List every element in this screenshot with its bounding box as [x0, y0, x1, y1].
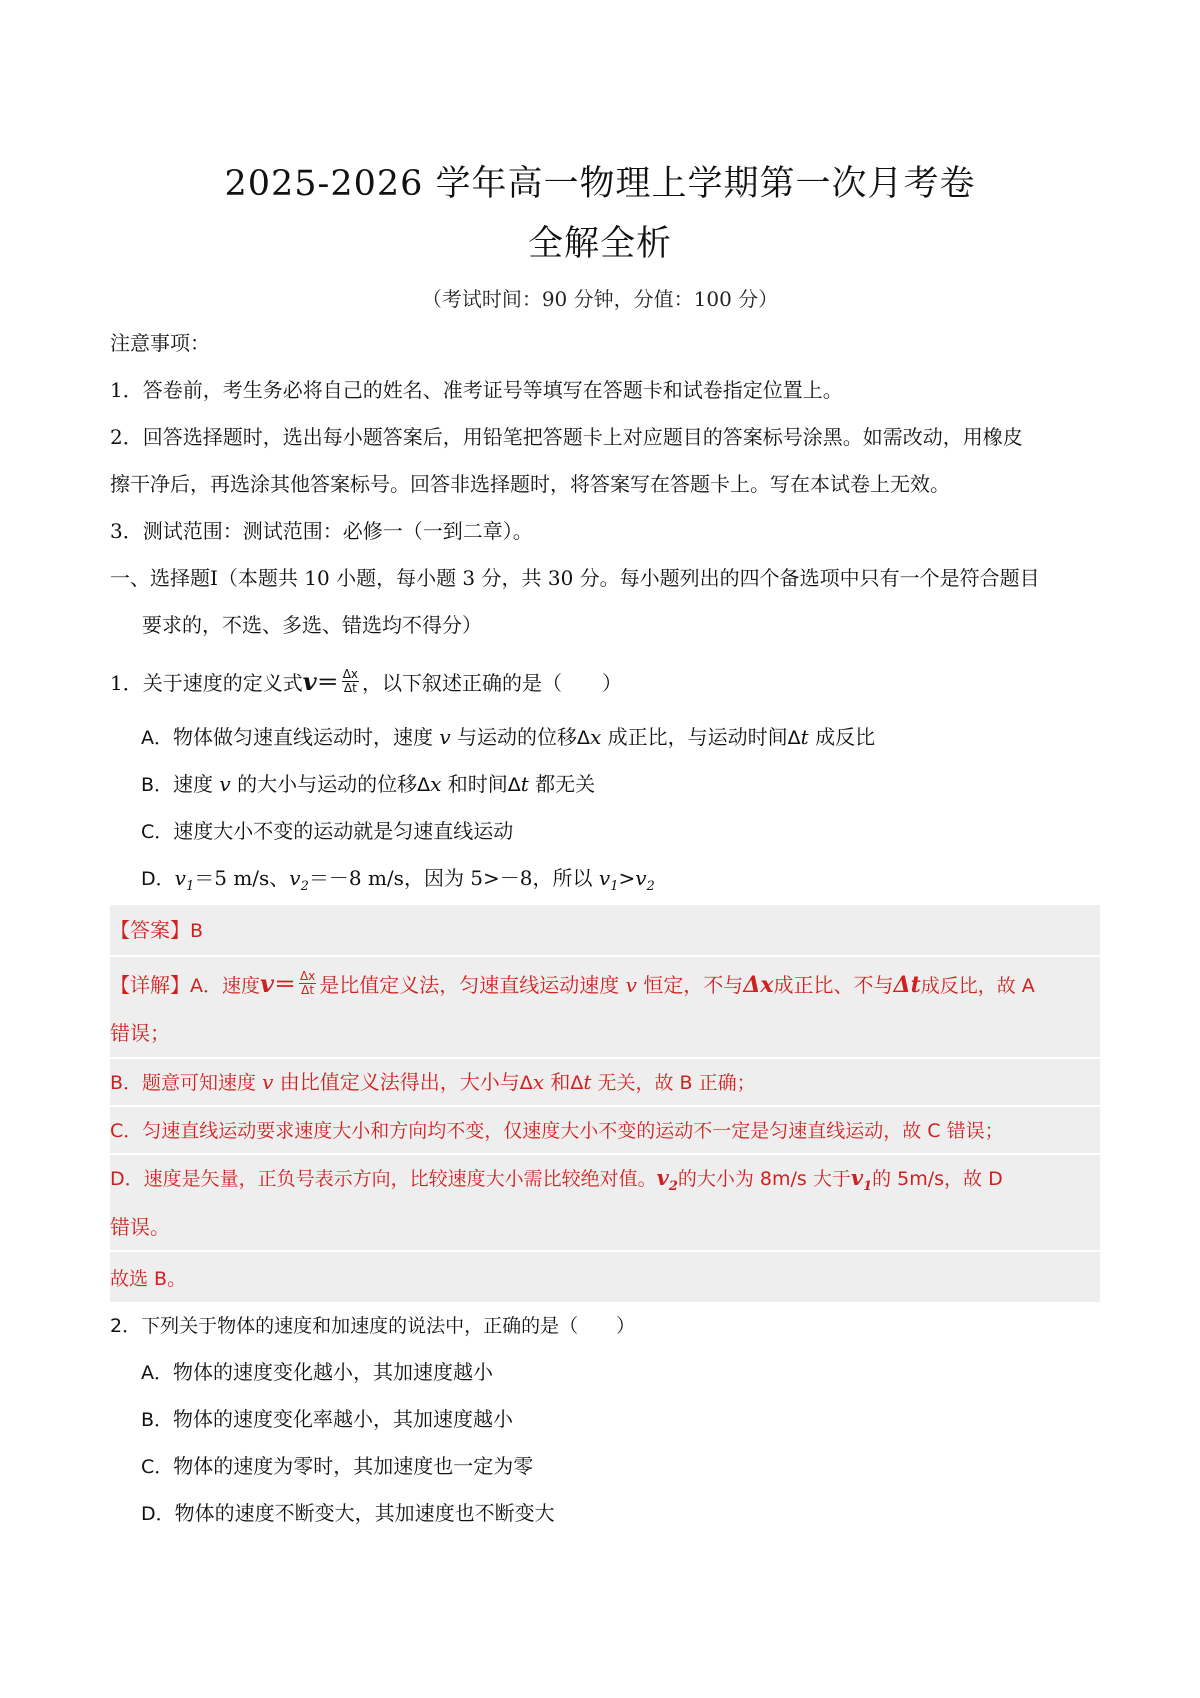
subscript: 2: [646, 879, 655, 894]
option-text: 物体的速度为零时，其加速度也一定为零: [173, 1454, 534, 1478]
formula-eq: ＝: [273, 972, 296, 998]
option-label: A．: [141, 1362, 173, 1384]
divider: [110, 1153, 1100, 1155]
divider: [110, 1105, 1100, 1107]
var-v1: v: [598, 866, 611, 890]
detail-text: B．题意可知速度: [110, 1072, 263, 1094]
divider: [110, 1057, 1100, 1059]
option-text: 速度: [173, 772, 220, 796]
detail-label: 【详解】: [110, 973, 190, 997]
option-text: 速度大小不变的运动就是匀速直线运动: [173, 819, 514, 843]
var-x: x: [590, 725, 602, 749]
delta-symbol: Δ: [570, 1072, 584, 1094]
var-t: t: [520, 772, 529, 796]
detail-text: 无关，故 B 正确；: [591, 1072, 756, 1094]
var-v: v: [656, 1165, 669, 1190]
formula-fraction: [299, 970, 316, 997]
question-2-stem: [110, 1310, 1100, 1341]
question-1-prefix: 1．关于速度的定义式: [110, 671, 303, 695]
option-label: A．: [141, 727, 173, 749]
option-text: ＝－8 m/s，因为 5>－8，所以: [308, 866, 599, 890]
var-v1: v: [174, 866, 186, 890]
formula-numerator: Δx: [342, 667, 359, 681]
var-v2: v: [635, 866, 647, 890]
answer-label: 【答案】: [110, 918, 190, 942]
option-label: D．: [141, 868, 175, 890]
option-text: 成正比，与运动时间: [601, 725, 788, 749]
formula-numerator: Δx: [299, 969, 316, 983]
question-1-stem: [110, 667, 1100, 698]
answer-explanation-box: [110, 905, 1100, 1302]
delta-symbol: Δ: [519, 1072, 533, 1094]
var-t: t: [800, 725, 809, 749]
formula-denominator: Δt: [301, 983, 315, 997]
var-v: v: [625, 973, 637, 997]
option-label: B．: [141, 774, 174, 796]
notice-item-1: 1．答卷前，考生务必将自己的姓名、准考证号等填写在答题卡和试卷指定位置上。: [110, 378, 843, 402]
answer-line: [110, 915, 1100, 946]
detail-text: D．速度是矢量，正负号表示方向，比较速度大小需比较绝对值。: [110, 1168, 657, 1190]
delta-symbol: Δ: [507, 774, 521, 796]
q1-option-c: [141, 816, 1131, 847]
conclusion: [110, 1263, 1100, 1294]
notice-heading: 注意事项：: [110, 331, 210, 355]
option-text: 物体做匀速直线运动时，速度: [173, 725, 440, 749]
delta-symbol: Δ: [417, 774, 431, 796]
var-v: v: [219, 772, 231, 796]
var-t: t: [583, 1070, 592, 1094]
answer-value: B: [190, 920, 204, 942]
option-text: 物体的速度变化越小，其加速度越小: [173, 1360, 493, 1384]
detail-text: 的大小为 8m/s 大于: [677, 1168, 851, 1190]
q2-option-a: [141, 1357, 1131, 1388]
formula-v: v: [260, 969, 274, 998]
exam-info: （考试时间：90 分钟，分值：100 分）: [421, 287, 779, 311]
q1-option-d: [141, 863, 1131, 902]
question-1-suffix: ，以下叙述正确的是（ ）: [362, 671, 623, 695]
option-label: C．: [141, 821, 174, 843]
detail-text: 恒定，不与: [636, 973, 744, 997]
q1-option-b: [141, 769, 1131, 800]
formula-fraction: [342, 668, 359, 695]
option-label: D．: [141, 1503, 175, 1525]
detail-text: 成反比，故 A: [920, 975, 1035, 997]
q2-option-d: [141, 1498, 1131, 1529]
detail-c: [110, 1115, 1100, 1146]
option-label: B．: [141, 1409, 174, 1431]
detail-d-line1: [110, 1163, 1100, 1202]
option-text: 和时间: [441, 772, 508, 796]
detail-text: A．速度: [190, 975, 260, 997]
var-v2: [656, 1165, 678, 1195]
detail-d-line2: 错误。: [110, 1215, 170, 1239]
option-text: 与运动的位移: [450, 725, 578, 749]
detail-a-line1: [110, 969, 1100, 1001]
section-heading-line1: 一、选择题Ⅰ（本题共 10 小题，每小题 3 分，共 30 分。每小题列出的四个备选项中只有一个是符合题目: [110, 566, 1040, 590]
q1-option-a: [141, 722, 1131, 753]
option-text: 物体的速度不断变大，其加速度也不断变大: [174, 1501, 555, 1525]
var-v2: v: [289, 866, 301, 890]
detail-text: 和: [544, 1070, 571, 1094]
formula-denominator: Δt: [343, 681, 357, 695]
notice-item-2-line2: 擦干净后，再选涂其他答案标号。回答非选择题时，将答案写在答题卡上。写在本试卷上无效。: [110, 472, 950, 496]
notice-item-2-line1: 2．回答选择题时，选出每小题答案后，用铅笔把答题卡上对应题目的答案标号涂黑。如需改动，用橡皮: [110, 425, 1023, 449]
q2-option-b: [141, 1404, 1131, 1435]
notice-item-3: 3．测试范围：测试范围：必修一（一到二章）。: [110, 519, 533, 543]
detail-a-line2: 错误；: [110, 1021, 170, 1045]
detail-text: 的 5m/s，故 D: [872, 1168, 1003, 1190]
option-text: ＝5 m/s、: [194, 866, 290, 890]
detail-text: C．匀速直线运动要求速度大小和方向均不变，仅速度大小不变的运动不一定是匀速直线运动，故 C 错误；: [110, 1120, 1004, 1142]
option-text: 物体的速度变化率越小，其加速度越小: [173, 1407, 514, 1431]
page-title: 2025-2026 学年高一物理上学期第一次月考卷: [224, 164, 976, 204]
conclusion-text: 故选 B。: [110, 1268, 187, 1290]
option-text: 都无关: [528, 772, 596, 796]
page-subtitle-heading: 全解全析: [527, 224, 672, 264]
section-heading-line2: 要求的，不选、多选、错选均不得分）: [142, 613, 482, 637]
subscript: 1: [863, 1179, 873, 1195]
divider: [110, 1250, 1100, 1252]
delta-t: Δt: [893, 972, 921, 998]
var-v: v: [850, 1165, 864, 1190]
subscript: 1: [185, 879, 195, 894]
subscript: 2: [300, 879, 309, 894]
var-x: x: [532, 1070, 545, 1094]
divider: [110, 955, 1100, 957]
subscript: 1: [610, 879, 619, 894]
var-v1: [850, 1165, 873, 1195]
detail-text: 是比值定义法，匀速直线运动速度: [319, 973, 626, 997]
detail-text: 成正比、不与: [773, 973, 894, 997]
delta-x: Δx: [743, 972, 774, 998]
delta-symbol: Δ: [577, 727, 591, 749]
option-text: 的大小与运动的位移: [230, 772, 418, 796]
var-v: v: [262, 1070, 274, 1094]
delta-symbol: Δ: [787, 727, 801, 749]
detail-b: [110, 1067, 1100, 1098]
greater-than: >: [618, 866, 636, 890]
formula-v: v: [302, 667, 317, 696]
option-label: C．: [141, 1456, 174, 1478]
question-2-text: 2．下列关于物体的速度和加速度的说法中，正确的是（ ）: [110, 1315, 636, 1337]
q2-option-c: [141, 1451, 1131, 1482]
detail-text: 由比值定义法得出，大小与: [273, 1070, 520, 1094]
formula-eq: ＝: [316, 670, 339, 696]
var-x: x: [430, 772, 442, 796]
var-v: v: [439, 725, 451, 749]
subscript: 2: [668, 1179, 678, 1195]
option-text: 成反比: [808, 725, 876, 749]
